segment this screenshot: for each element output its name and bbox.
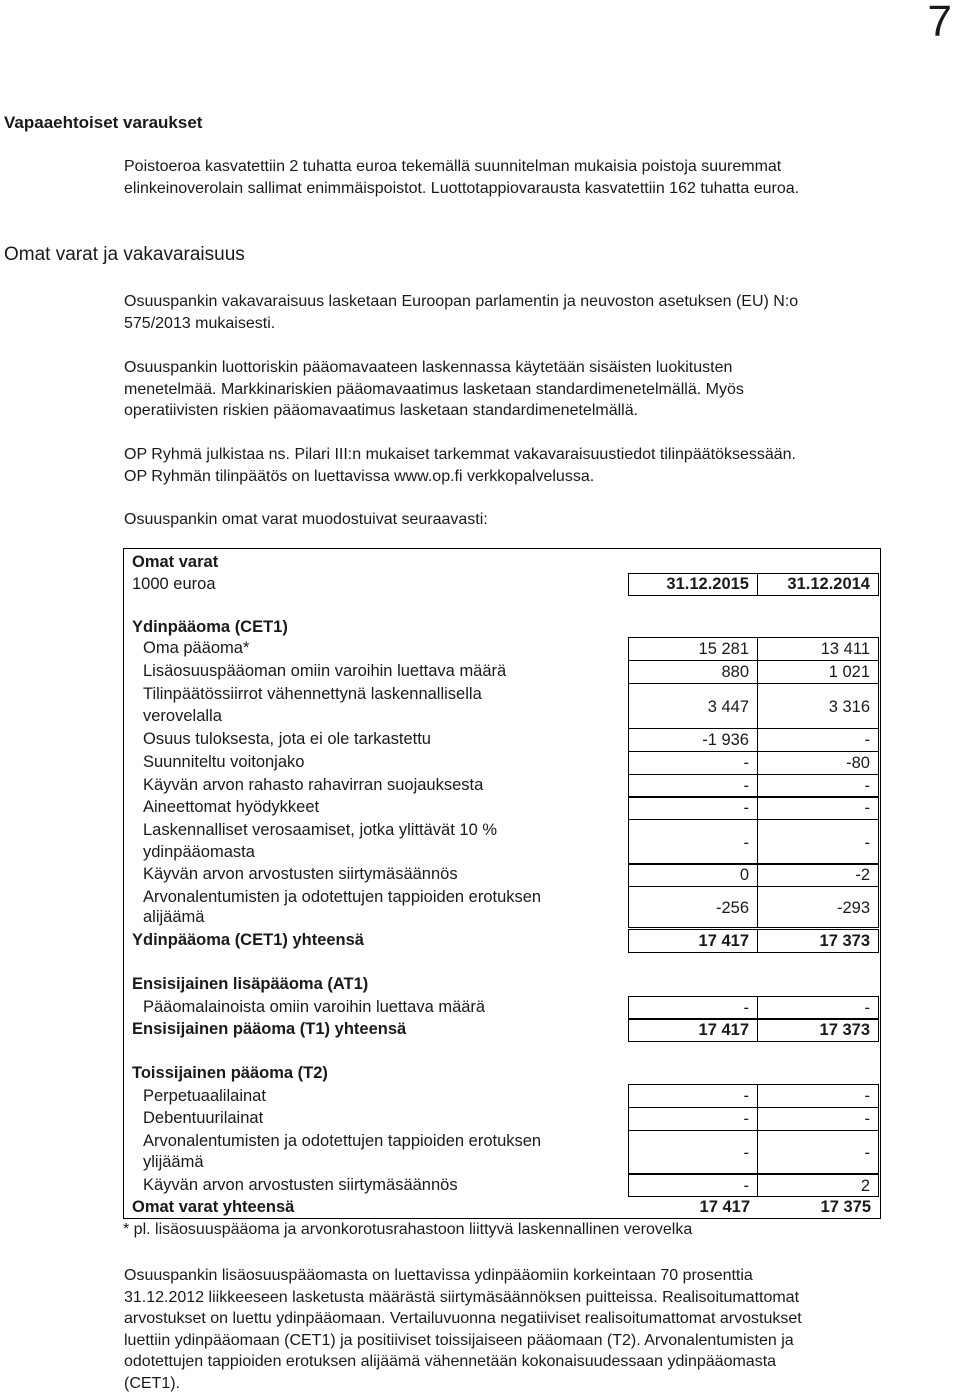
column-header-2015: 31.12.2015 [628, 573, 758, 596]
row-label: Pääomalainoista omiin varoihin luettava määrä [143, 997, 485, 1018]
table-frame-bottom [123, 1218, 881, 1219]
table-footnote: * pl. lisäosuuspääoma ja arvonkorotusrahastoon liittyvä laskennallinen verovelka [123, 1221, 692, 1239]
row-label: Osuus tuloksesta, jota ei ole tarkastettu [143, 729, 431, 750]
row-label: Suunniteltu voitonjako [143, 752, 304, 773]
row-label-line-2: ylijäämä [143, 1152, 204, 1173]
row-label: Käyvän arvon rahasto rahavirran suojauksesta [143, 775, 483, 796]
text-line: Osuuspankin vakavaraisuus lasketaan Euroopan parlamentin ja neuvoston asetuksen (EU) N:o [124, 291, 924, 313]
table-title: Omat varat [132, 551, 218, 573]
value-2014: -2 [757, 863, 879, 887]
value-2014: - [757, 819, 879, 865]
paragraph-muodostuivat [124, 509, 924, 531]
text-line: Osuuspankin lisäosuuspääomasta on luettavissa ydinpääomiin korkeintaan 70 prosenttia [124, 1265, 924, 1287]
row-label: Käyvän arvon arvostusten siirtymäsäännös [143, 1175, 458, 1196]
value-2014: 1 021 [757, 660, 879, 684]
row-label-line-2: ydinpääomasta [143, 842, 255, 863]
text-line: luettiin ydinpääomaan (CET1) ja positiiviset toissijaiseen pääomaan (T2). Arvonalentumisten ja [124, 1330, 924, 1352]
value-2015: - [628, 1174, 758, 1197]
value-2014: 3 316 [757, 683, 879, 729]
capital-table [123, 548, 881, 1219]
text-line: operatiivisten riskien pääomavaatimus lasketaan standardimenetelmällä. [124, 400, 924, 422]
total-2015: 17 417 [628, 929, 758, 953]
value-2014: -293 [757, 886, 879, 928]
value-2015: - [628, 819, 758, 865]
paragraph-luottoriski [124, 357, 924, 422]
row-label-line-1: Laskennalliset verosaamiset, jotka ylittävät 10 % [143, 820, 497, 841]
row-label: Lisäosuuspääoman omiin varoihin luettava määrä [143, 661, 506, 682]
row-label-line-1: Arvonalentumisten ja odotettujen tappioiden erotuksen [143, 887, 541, 908]
text-line: OP Ryhmä julkistaa ns. Pilari III:n mukaiset tarkemmat vakavaraisuustiedot tilinpäätöksessään. [124, 444, 924, 466]
text-line: OP Ryhmän tilinpäätös on luettavissa www.op.fi verkkopalvelussa. [124, 466, 924, 488]
row-label: Perpetuaalilainat [143, 1086, 266, 1107]
section-heading-cet1: Ydinpääoma (CET1) [132, 617, 288, 638]
value-2014: - [757, 1084, 879, 1108]
value-2015: - [628, 796, 758, 820]
text-line: odotettujen tappioiden erotuksen alijäämä vähennetään kokonaisuudessaan ydinpääomasta [124, 1351, 924, 1373]
value-2015: 0 [628, 863, 758, 887]
row-label-total: Omat varat yhteensä [132, 1197, 294, 1218]
value-2014: - [757, 1107, 879, 1131]
heading-omat-varat: Omat varat ja vakavaraisuus [4, 244, 245, 266]
text-line: arvostukset on luettu ydinpääomaan. Vertailuvuonna negatiiviset realisoitumattomat arvostukset [124, 1308, 924, 1330]
text-line: elinkeinoverolain sallimat enimmäispoistot. Luottotappiovarausta kasvatettiin 162 tuhatta euroa. [124, 178, 924, 200]
value-2014: 13 411 [757, 637, 879, 661]
heading-vapaaehtoiset-varaukset: Vapaaehtoiset varaukset [4, 113, 202, 133]
value-2014: - [757, 728, 879, 752]
paragraph-closing [124, 1265, 924, 1394]
section-heading-at1: Ensisijainen lisäpääoma (AT1) [132, 974, 368, 995]
row-label: Käyvän arvon arvostusten siirtymäsäännös [143, 864, 458, 885]
row-label-line-1: Arvonalentumisten ja odotettujen tappioiden erotuksen [143, 1131, 541, 1152]
table-frame-right [880, 596, 881, 1219]
value-2015: -1 936 [628, 728, 758, 752]
value-2015: - [628, 1084, 758, 1108]
row-label-line-2: verovelalla [143, 706, 222, 727]
value-2015: - [628, 996, 758, 1020]
total-2014: 17 373 [757, 929, 879, 953]
row-label: Aineettomat hyödykkeet [143, 797, 319, 818]
section-heading-t2: Toissijainen pääoma (T2) [132, 1063, 328, 1084]
column-header-2014: 31.12.2014 [757, 573, 879, 596]
table-unit: 1000 euroa [132, 573, 216, 595]
value-2015: 880 [628, 660, 758, 684]
value-2015: 3 447 [628, 683, 758, 729]
text-line: Osuuspankin luottoriskin pääomavaateen laskennassa käytetään sisäisten luokitusten [124, 357, 924, 379]
value-2014: - [757, 996, 879, 1020]
row-label-total: Ydinpääoma (CET1) yhteensä [132, 930, 364, 951]
text-line: (CET1). [124, 1373, 924, 1394]
value-2015: - [628, 1130, 758, 1174]
value-2015: -256 [628, 886, 758, 928]
value-2014: 2 [757, 1174, 879, 1197]
text-line: Osuuspankin omat varat muodostuivat seuraavasti: [124, 509, 924, 531]
table-frame-left [123, 596, 124, 1219]
total-2015: 17 417 [628, 1197, 750, 1218]
row-label: Oma pääoma* [143, 638, 249, 659]
value-2015: - [628, 774, 758, 798]
page-number: 7 [928, 0, 952, 44]
value-2014: - [757, 1130, 879, 1174]
text-line: menetelmää. Markkinariskien pääomavaatimus lasketaan standardimenetelmällä. Myös [124, 379, 924, 401]
value-2014: - [757, 796, 879, 820]
row-label-total: Ensisijainen pääoma (T1) yhteensä [132, 1019, 406, 1040]
value-2014: - [757, 774, 879, 798]
value-2015: - [628, 1107, 758, 1131]
paragraph-op-ryhma [124, 444, 924, 487]
value-2014: -80 [757, 751, 879, 775]
text-line: 575/2013 mukaisesti. [124, 313, 924, 335]
text-line: Poistoeroa kasvatettiin 2 tuhatta euroa tekemällä suunnitelman mukaisia poistoja suuremmat [124, 156, 924, 178]
paragraph-vakavaraisuus [124, 291, 924, 334]
total-2014: 17 375 [757, 1197, 871, 1218]
paragraph-vapaaehtoiset [124, 156, 924, 199]
value-2015: 15 281 [628, 637, 758, 661]
row-label-line-1: Tilinpäätössiirrot vähennettynä laskennallisella [143, 684, 482, 705]
total-2014: 17 373 [757, 1018, 879, 1042]
total-2015: 17 417 [628, 1018, 758, 1042]
row-label-line-2: alijäämä [143, 907, 204, 928]
value-2015: - [628, 751, 758, 775]
row-label: Debentuurilainat [143, 1108, 263, 1129]
text-line: 31.12.2012 liikkeeseen lasketusta määrästä siirtymäsäännöksen puitteissa. Realisoitumattomat [124, 1287, 924, 1309]
